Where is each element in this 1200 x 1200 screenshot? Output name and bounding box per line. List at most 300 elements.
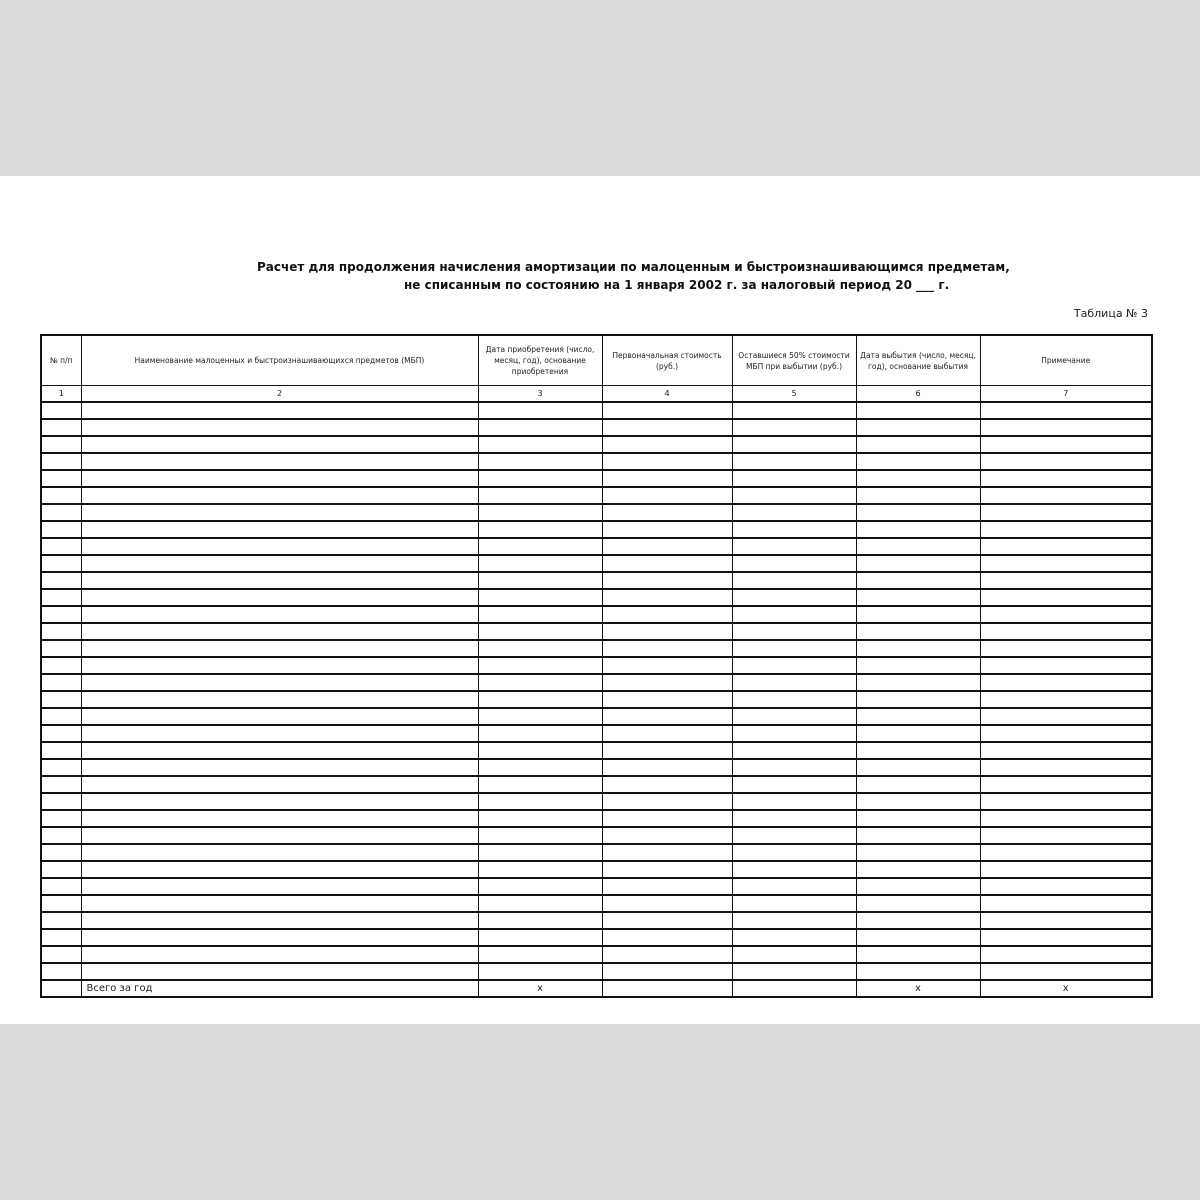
table-cell[interactable] xyxy=(602,827,732,844)
table-cell[interactable] xyxy=(41,640,81,657)
table-cell[interactable] xyxy=(41,861,81,878)
table-cell[interactable] xyxy=(478,674,602,691)
table-cell[interactable] xyxy=(41,470,81,487)
table-cell[interactable] xyxy=(856,895,980,912)
table-cell[interactable] xyxy=(602,895,732,912)
table-cell[interactable] xyxy=(732,555,856,572)
table-cell[interactable] xyxy=(732,946,856,963)
column-number: 3 xyxy=(478,386,602,403)
document-title-line-2: не списанным по состоянию на 1 января 2002 г. за налоговый период 20 ___ г. xyxy=(404,278,950,292)
table-cell[interactable] xyxy=(980,742,1152,759)
table-cell[interactable] xyxy=(732,402,856,419)
table-cell[interactable] xyxy=(478,419,602,436)
table-row xyxy=(41,827,1152,844)
table-row xyxy=(41,912,1152,929)
table-cell[interactable] xyxy=(81,878,478,895)
table-cell[interactable] xyxy=(732,861,856,878)
header-initial-cost: Первоначальная стоимость (руб.) xyxy=(602,335,732,386)
table-cell[interactable] xyxy=(732,606,856,623)
table-cell[interactable] xyxy=(856,419,980,436)
table-cell[interactable] xyxy=(41,572,81,589)
table-cell[interactable] xyxy=(478,623,602,640)
table-cell[interactable] xyxy=(980,504,1152,521)
table-cell[interactable] xyxy=(602,504,732,521)
table-cell[interactable] xyxy=(732,810,856,827)
table-cell[interactable] xyxy=(41,878,81,895)
table-cell[interactable] xyxy=(602,674,732,691)
table-cell[interactable] xyxy=(81,725,478,742)
table-cell[interactable] xyxy=(602,963,732,980)
table-cell[interactable] xyxy=(856,691,980,708)
table-cell[interactable] xyxy=(602,946,732,963)
table-cell[interactable] xyxy=(81,708,478,725)
table-cell[interactable] xyxy=(41,419,81,436)
table-cell[interactable] xyxy=(41,963,81,980)
table-cell[interactable] xyxy=(41,436,81,453)
table-cell[interactable] xyxy=(81,691,478,708)
table-cell[interactable] xyxy=(856,827,980,844)
table-cell[interactable] xyxy=(478,827,602,844)
table-cell[interactable] xyxy=(478,844,602,861)
table-cell[interactable] xyxy=(732,929,856,946)
table-cell[interactable] xyxy=(81,606,478,623)
table-cell[interactable] xyxy=(602,436,732,453)
table-cell[interactable] xyxy=(41,844,81,861)
table-cell[interactable] xyxy=(856,776,980,793)
table-cell[interactable] xyxy=(478,640,602,657)
table-row xyxy=(41,504,1152,521)
table-cell[interactable] xyxy=(602,861,732,878)
table-cell[interactable] xyxy=(478,657,602,674)
table-cell[interactable] xyxy=(980,572,1152,589)
table-cell[interactable] xyxy=(602,572,732,589)
table-row xyxy=(41,963,1152,980)
total-cell: x xyxy=(856,980,980,997)
table-cell[interactable] xyxy=(41,657,81,674)
table-cell[interactable] xyxy=(41,929,81,946)
table-cell[interactable] xyxy=(478,470,602,487)
table-row xyxy=(41,572,1152,589)
table-cell[interactable] xyxy=(980,946,1152,963)
table-row xyxy=(41,725,1152,742)
table-cell[interactable] xyxy=(81,504,478,521)
table-cell[interactable] xyxy=(478,708,602,725)
table-cell[interactable] xyxy=(602,844,732,861)
table-cell[interactable] xyxy=(81,895,478,912)
table-cell[interactable] xyxy=(856,810,980,827)
table-cell[interactable] xyxy=(856,844,980,861)
table-cell[interactable] xyxy=(81,572,478,589)
table-cell[interactable] xyxy=(602,402,732,419)
table-cell[interactable] xyxy=(81,436,478,453)
table-cell[interactable] xyxy=(81,521,478,538)
column-number: 1 xyxy=(41,386,81,403)
table-cell[interactable] xyxy=(602,708,732,725)
table-cell[interactable] xyxy=(980,521,1152,538)
table-cell[interactable] xyxy=(980,640,1152,657)
table-cell[interactable] xyxy=(478,895,602,912)
table-row xyxy=(41,929,1152,946)
table-cell[interactable] xyxy=(41,810,81,827)
table-cell[interactable] xyxy=(41,827,81,844)
table-cell[interactable] xyxy=(980,708,1152,725)
table-row xyxy=(41,419,1152,436)
table-cell[interactable] xyxy=(81,674,478,691)
table-cell[interactable] xyxy=(81,861,478,878)
table-cell[interactable] xyxy=(41,742,81,759)
table-cell[interactable] xyxy=(478,759,602,776)
table-row xyxy=(41,776,1152,793)
table-cell[interactable] xyxy=(478,946,602,963)
table-cell[interactable] xyxy=(856,912,980,929)
document-page xyxy=(0,176,1200,1024)
table-cell[interactable] xyxy=(478,436,602,453)
table-cell[interactable] xyxy=(41,895,81,912)
table-cell[interactable] xyxy=(41,691,81,708)
table-cell[interactable] xyxy=(478,742,602,759)
table-cell[interactable] xyxy=(856,708,980,725)
total-cell: x xyxy=(478,980,602,997)
table-cell[interactable] xyxy=(732,963,856,980)
total-cell xyxy=(732,980,856,997)
table-row xyxy=(41,810,1152,827)
table-row xyxy=(41,742,1152,759)
table-row xyxy=(41,793,1152,810)
table-row xyxy=(41,402,1152,419)
table-cell[interactable] xyxy=(41,453,81,470)
table-cell[interactable] xyxy=(980,555,1152,572)
table-cell[interactable] xyxy=(980,487,1152,504)
table-cell[interactable] xyxy=(732,657,856,674)
table-cell[interactable] xyxy=(856,521,980,538)
table-cell[interactable] xyxy=(980,929,1152,946)
table-cell[interactable] xyxy=(732,538,856,555)
table-cell[interactable] xyxy=(602,793,732,810)
table-cell[interactable] xyxy=(41,708,81,725)
table-cell[interactable] xyxy=(478,538,602,555)
table-cell[interactable] xyxy=(81,827,478,844)
column-number: 2 xyxy=(81,386,478,403)
table-cell[interactable] xyxy=(732,827,856,844)
table-cell[interactable] xyxy=(602,725,732,742)
table-cell[interactable] xyxy=(81,844,478,861)
table-cell[interactable] xyxy=(478,606,602,623)
table-cell[interactable] xyxy=(81,589,478,606)
table-cell[interactable] xyxy=(732,470,856,487)
table-cell[interactable] xyxy=(602,691,732,708)
column-number: 7 xyxy=(980,386,1152,403)
table-cell[interactable] xyxy=(980,912,1152,929)
table-cell[interactable] xyxy=(41,946,81,963)
table-cell[interactable] xyxy=(856,657,980,674)
table-cell[interactable] xyxy=(41,555,81,572)
table-cell[interactable] xyxy=(41,521,81,538)
total-row xyxy=(41,980,1152,997)
table-cell[interactable] xyxy=(732,844,856,861)
table-cell[interactable] xyxy=(602,929,732,946)
empty-rows xyxy=(41,402,1152,980)
table-cell[interactable] xyxy=(980,538,1152,555)
column-number-row xyxy=(41,386,1152,403)
table-row xyxy=(41,521,1152,538)
table-cell[interactable] xyxy=(980,606,1152,623)
table-cell[interactable] xyxy=(478,589,602,606)
table-cell[interactable] xyxy=(856,453,980,470)
table-cell[interactable] xyxy=(602,538,732,555)
table-cell[interactable] xyxy=(980,657,1152,674)
table-row xyxy=(41,555,1152,572)
table-cell[interactable] xyxy=(980,402,1152,419)
table-cell[interactable] xyxy=(856,963,980,980)
table-cell[interactable] xyxy=(81,912,478,929)
table-cell[interactable] xyxy=(81,538,478,555)
table-row xyxy=(41,453,1152,470)
table-cell[interactable] xyxy=(478,402,602,419)
table-cell[interactable] xyxy=(732,708,856,725)
table-cell[interactable] xyxy=(732,589,856,606)
table-cell[interactable] xyxy=(81,742,478,759)
table-cell[interactable] xyxy=(856,504,980,521)
table-cell[interactable] xyxy=(81,419,478,436)
table-cell[interactable] xyxy=(41,725,81,742)
table-cell[interactable] xyxy=(856,674,980,691)
table-cell[interactable] xyxy=(980,453,1152,470)
table-cell[interactable] xyxy=(980,861,1152,878)
table-cell[interactable] xyxy=(856,572,980,589)
table-cell[interactable] xyxy=(980,827,1152,844)
table-cell[interactable] xyxy=(478,691,602,708)
table-cell[interactable] xyxy=(478,878,602,895)
table-cell[interactable] xyxy=(980,963,1152,980)
table-cell[interactable] xyxy=(732,623,856,640)
table-cell[interactable] xyxy=(41,504,81,521)
table-cell[interactable] xyxy=(732,436,856,453)
table-cell[interactable] xyxy=(856,878,980,895)
table-cell[interactable] xyxy=(602,878,732,895)
table-cell[interactable] xyxy=(980,844,1152,861)
table-cell[interactable] xyxy=(81,793,478,810)
table-row xyxy=(41,691,1152,708)
table-cell[interactable] xyxy=(732,725,856,742)
table-cell[interactable] xyxy=(732,691,856,708)
table-cell[interactable] xyxy=(478,861,602,878)
table-cell[interactable] xyxy=(602,810,732,827)
table-cell[interactable] xyxy=(732,674,856,691)
table-cell[interactable] xyxy=(856,487,980,504)
table-cell[interactable] xyxy=(732,759,856,776)
table-cell[interactable] xyxy=(856,589,980,606)
table-cell[interactable] xyxy=(980,419,1152,436)
table-cell[interactable] xyxy=(81,963,478,980)
table-cell[interactable] xyxy=(478,776,602,793)
table-cell[interactable] xyxy=(478,555,602,572)
table-cell[interactable] xyxy=(856,606,980,623)
table-cell[interactable] xyxy=(856,470,980,487)
table-cell[interactable] xyxy=(732,776,856,793)
table-cell[interactable] xyxy=(41,793,81,810)
table-cell[interactable] xyxy=(41,759,81,776)
table-cell[interactable] xyxy=(732,453,856,470)
table-cell[interactable] xyxy=(980,759,1152,776)
table-cell[interactable] xyxy=(478,487,602,504)
table-cell[interactable] xyxy=(980,810,1152,827)
table-row xyxy=(41,589,1152,606)
table-cell[interactable] xyxy=(478,521,602,538)
table-cell[interactable] xyxy=(856,946,980,963)
table-cell[interactable] xyxy=(478,793,602,810)
table-cell[interactable] xyxy=(856,742,980,759)
column-number: 5 xyxy=(732,386,856,403)
table-cell[interactable] xyxy=(81,946,478,963)
header-number: № п/п xyxy=(41,335,81,386)
table-row xyxy=(41,759,1152,776)
table-cell[interactable] xyxy=(732,572,856,589)
table-cell[interactable] xyxy=(602,555,732,572)
table-cell[interactable] xyxy=(81,402,478,419)
header-acquisition-date: Дата приобретения (число, месяц, год), основание приобретения xyxy=(478,335,602,386)
table-row xyxy=(41,895,1152,912)
table-cell[interactable] xyxy=(602,470,732,487)
table-cell[interactable] xyxy=(41,912,81,929)
table-row xyxy=(41,470,1152,487)
table-cell[interactable] xyxy=(856,640,980,657)
table-cell[interactable] xyxy=(81,759,478,776)
header-item-name: Наименование малоценных и быстроизнашивающихся предметов (МБП) xyxy=(81,335,478,386)
table-cell[interactable] xyxy=(732,878,856,895)
table-cell[interactable] xyxy=(602,640,732,657)
column-number: 4 xyxy=(602,386,732,403)
table-cell[interactable] xyxy=(478,453,602,470)
table-cell[interactable] xyxy=(602,606,732,623)
table-cell[interactable] xyxy=(41,538,81,555)
table-cell[interactable] xyxy=(856,436,980,453)
table-cell[interactable] xyxy=(81,640,478,657)
table-cell[interactable] xyxy=(41,776,81,793)
table-cell[interactable] xyxy=(81,657,478,674)
table-cell[interactable] xyxy=(856,759,980,776)
header-note: Примечание xyxy=(980,335,1152,386)
total-number-cell xyxy=(41,980,81,997)
table-cell[interactable] xyxy=(856,725,980,742)
table-cell[interactable] xyxy=(478,810,602,827)
table-cell[interactable] xyxy=(602,776,732,793)
table-cell[interactable] xyxy=(602,657,732,674)
table-cell[interactable] xyxy=(81,623,478,640)
table-cell[interactable] xyxy=(856,538,980,555)
table-row xyxy=(41,674,1152,691)
table-cell[interactable] xyxy=(732,640,856,657)
table-cell[interactable] xyxy=(980,674,1152,691)
table-cell[interactable] xyxy=(732,419,856,436)
table-cell[interactable] xyxy=(81,453,478,470)
table-cell[interactable] xyxy=(602,759,732,776)
table-cell[interactable] xyxy=(856,623,980,640)
table-row xyxy=(41,708,1152,725)
table-cell[interactable] xyxy=(980,793,1152,810)
table-cell[interactable] xyxy=(81,929,478,946)
table-cell[interactable] xyxy=(856,793,980,810)
table-header-row xyxy=(41,335,1152,386)
table-row xyxy=(41,946,1152,963)
table-number: Таблица № 3 xyxy=(1073,307,1148,320)
amortization-table xyxy=(40,334,1153,998)
table-cell[interactable] xyxy=(81,555,478,572)
table-cell[interactable] xyxy=(478,929,602,946)
table-cell[interactable] xyxy=(732,793,856,810)
table-cell[interactable] xyxy=(81,487,478,504)
table-cell[interactable] xyxy=(41,589,81,606)
table-cell[interactable] xyxy=(602,742,732,759)
table-cell[interactable] xyxy=(81,810,478,827)
table-cell[interactable] xyxy=(732,487,856,504)
document-title-line-1: Расчет для продолжения начисления амортизации по малоценным и быстроизнашивающимся предметам, xyxy=(257,260,1010,274)
total-cell xyxy=(602,980,732,997)
table-cell[interactable] xyxy=(856,555,980,572)
table-cell[interactable] xyxy=(980,895,1152,912)
table-cell[interactable] xyxy=(81,470,478,487)
table-cell[interactable] xyxy=(980,691,1152,708)
table-cell[interactable] xyxy=(980,623,1152,640)
table-row xyxy=(41,606,1152,623)
table-cell[interactable] xyxy=(856,929,980,946)
table-cell[interactable] xyxy=(478,912,602,929)
total-label: Всего за год xyxy=(81,980,478,997)
table-cell[interactable] xyxy=(602,623,732,640)
table-cell[interactable] xyxy=(81,776,478,793)
total-cell: x xyxy=(980,980,1152,997)
table-cell[interactable] xyxy=(980,589,1152,606)
table-cell[interactable] xyxy=(478,963,602,980)
table-cell[interactable] xyxy=(732,895,856,912)
table-row xyxy=(41,657,1152,674)
table-cell[interactable] xyxy=(980,776,1152,793)
table-cell[interactable] xyxy=(732,521,856,538)
table-cell[interactable] xyxy=(602,487,732,504)
table-cell[interactable] xyxy=(602,589,732,606)
table-cell[interactable] xyxy=(732,912,856,929)
table-cell[interactable] xyxy=(856,402,980,419)
table-cell[interactable] xyxy=(41,606,81,623)
table-cell[interactable] xyxy=(980,725,1152,742)
table-row xyxy=(41,640,1152,657)
table-cell[interactable] xyxy=(478,725,602,742)
table-cell[interactable] xyxy=(980,436,1152,453)
table-cell[interactable] xyxy=(602,521,732,538)
table-cell[interactable] xyxy=(602,453,732,470)
table-cell[interactable] xyxy=(732,742,856,759)
table-cell[interactable] xyxy=(980,470,1152,487)
table-cell[interactable] xyxy=(856,861,980,878)
table-cell[interactable] xyxy=(732,504,856,521)
table-cell[interactable] xyxy=(602,419,732,436)
table-row xyxy=(41,878,1152,895)
table-row xyxy=(41,844,1152,861)
table-row xyxy=(41,861,1152,878)
table-row xyxy=(41,623,1152,640)
table-row xyxy=(41,538,1152,555)
header-remaining-cost: Оставшиеся 50% стоимости МБП при выбытии (руб.) xyxy=(732,335,856,386)
table-cell[interactable] xyxy=(478,572,602,589)
header-disposal-date: Дата выбытия (число, месяц, год), основание выбытия xyxy=(856,335,980,386)
table-cell[interactable] xyxy=(980,878,1152,895)
table-row xyxy=(41,436,1152,453)
table-cell[interactable] xyxy=(41,487,81,504)
table-cell[interactable] xyxy=(41,402,81,419)
table-cell[interactable] xyxy=(478,504,602,521)
table-cell[interactable] xyxy=(41,623,81,640)
table-cell[interactable] xyxy=(41,674,81,691)
table-cell[interactable] xyxy=(602,912,732,929)
